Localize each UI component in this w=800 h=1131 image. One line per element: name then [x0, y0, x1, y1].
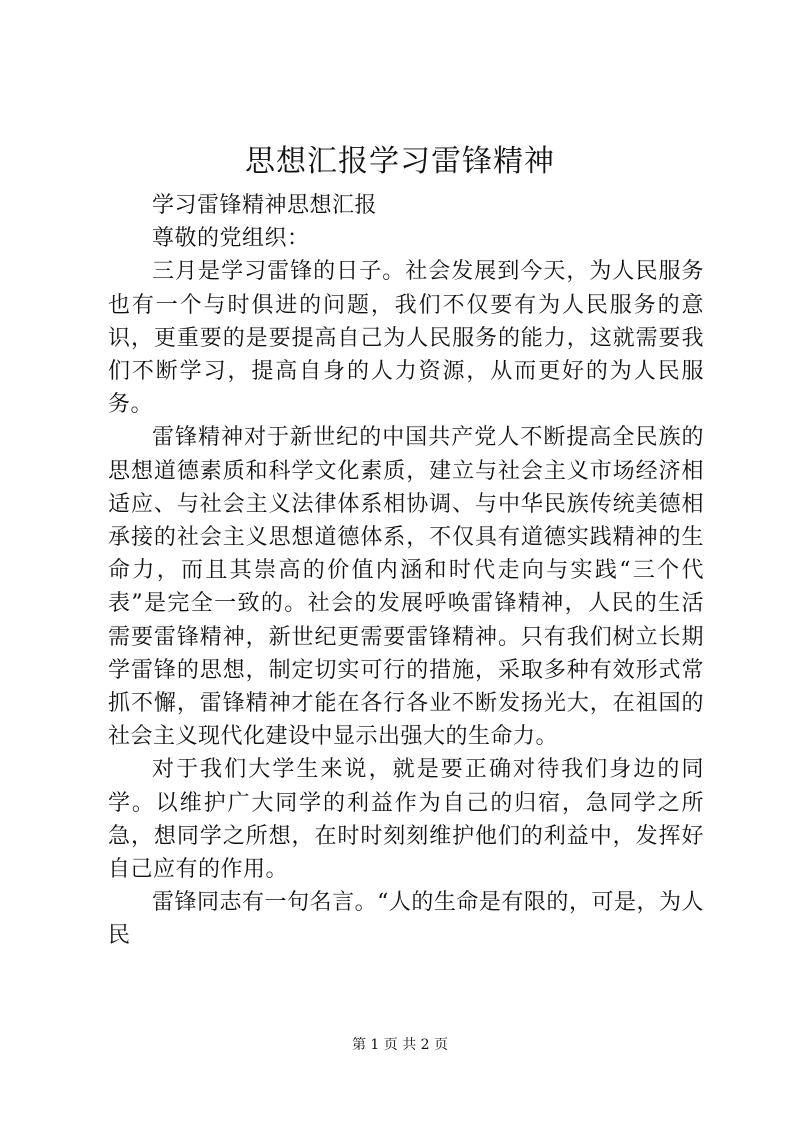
document-body — [108, 189, 704, 953]
paragraph: 三月是学习雷锋的日子。社会发展到今天，为人民服务也有一个与时俱进的问题，我们不仅要有为人民服务的意识，更重要的是要提高自己为人民服务的能力，这就需要我们不断学习，提高自身的人力资源，从而更好的为人民服务。 — [108, 259, 704, 418]
page-number: 第 1 页 共 2 页 — [351, 1037, 449, 1053]
paragraph: 雷锋精神对于新世纪的中国共产党人不断提高全民族的思想道德素质和科学文化素质，建立与社会主义市场经济相适应、与社会主义法律体系相协调、与中华民族传统美德相承接的社会主义思想道德体系，不仅具有道德实践精神的生命力，而且其崇高的价值内涵和时代走向与实践“三个代表”是完全一致的。社会的发展呼唤雷锋精神，人民的生活需要雷锋精神，新世纪更需要雷锋精神。只有我们树立长期学雷锋的思想，制定切实可行的措施，采取多种有效形式常抓不懈，雷锋精神才能在各行各业不断发扬光大，在祖国的社会主义现代化建设中显示出强大的生命力。 — [108, 425, 704, 750]
document-title: 思想汇报学习雷锋精神 — [245, 144, 555, 179]
paragraph: 雷锋同志有一句名言。“人的生命是有限的，可是，为人民 — [108, 890, 704, 949]
page-footer — [0, 1035, 800, 1055]
paragraph: 对于我们大学生来说，就是要正确对待我们身边的同学。以维护广大同学的利益作为自己的归宿，急同学之所急，想同学之所想，在时时刻刻维护他们的利益中，发挥好自己应有的作用。 — [108, 757, 704, 883]
paragraph-subtitle: 学习雷锋精神思想汇报 — [152, 193, 378, 218]
paragraph-salutation: 尊敬的党组织： — [152, 226, 310, 252]
